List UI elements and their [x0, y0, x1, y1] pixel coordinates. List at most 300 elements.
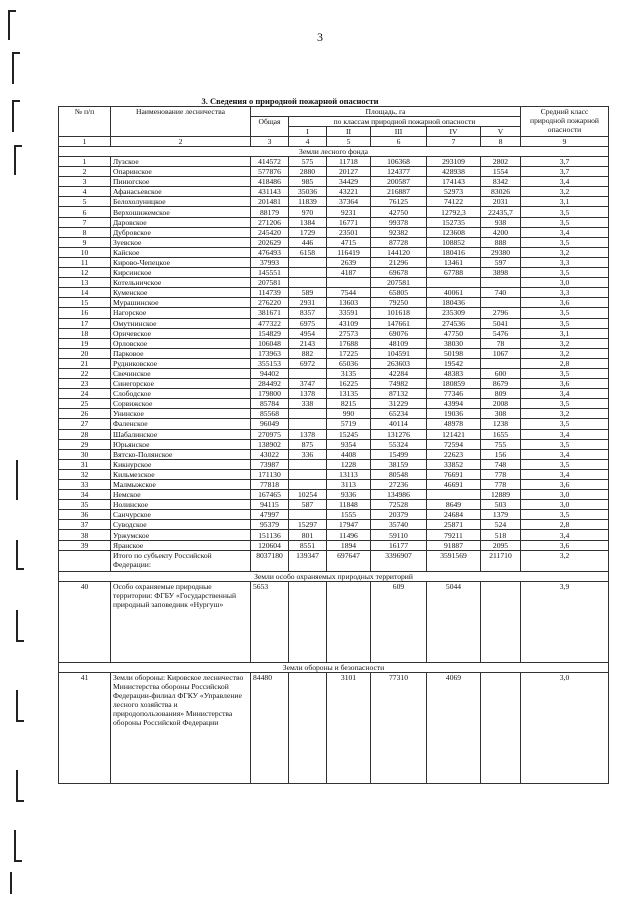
forestry-name: Немское — [111, 490, 251, 500]
area-class-1 — [289, 278, 327, 288]
table-row — [59, 207, 609, 217]
forestry-name: Свечинское — [111, 368, 251, 378]
area-class-3: 124377 — [371, 167, 427, 177]
area-total: 577876 — [251, 167, 289, 177]
area-class-1: 6158 — [289, 247, 327, 257]
row-number: 11 — [59, 257, 111, 267]
scan-mark — [16, 770, 24, 802]
avg-class: 3,3 — [521, 288, 609, 298]
area-class-4: 74122 — [427, 197, 481, 207]
area-total: 270975 — [251, 429, 289, 439]
area-class-5: 2031 — [481, 197, 521, 207]
table-row — [59, 227, 609, 237]
area-class-5: 78 — [481, 338, 521, 348]
area-class-2: 8215 — [327, 399, 371, 409]
area-class-3: 35740 — [371, 520, 427, 530]
area-class-4: 13461 — [427, 257, 481, 267]
area-class-4: 8649 — [427, 500, 481, 510]
area-class-1: 446 — [289, 237, 327, 247]
avg-class: 3,5 — [521, 439, 609, 449]
area-class-2: 9336 — [327, 490, 371, 500]
area-class-1: 1378 — [289, 389, 327, 399]
area-class-4: 67788 — [427, 268, 481, 278]
total-avg-class: 3,2 — [521, 550, 609, 571]
area-class-1: 338 — [289, 399, 327, 409]
area-class-1 — [289, 409, 327, 419]
table-row — [59, 348, 609, 358]
area-class-1: 875 — [289, 439, 327, 449]
area-class-4: 76691 — [427, 469, 481, 479]
header-class-3: III — [371, 127, 427, 137]
area-class-3: 65234 — [371, 409, 427, 419]
area-class-1: 8551 — [289, 540, 327, 550]
area-class-3: 65805 — [371, 288, 427, 298]
area-class-2: 13603 — [327, 298, 371, 308]
area-class-3: 55324 — [371, 439, 427, 449]
avg-class: 3,5 — [521, 368, 609, 378]
table-row — [59, 268, 609, 278]
row-number: 31 — [59, 459, 111, 469]
area-class-2: 37364 — [327, 197, 371, 207]
row-number: 38 — [59, 530, 111, 540]
area-class-3: 16177 — [371, 540, 427, 550]
row-number: 1 — [59, 157, 111, 167]
area-total: 381671 — [251, 308, 289, 318]
area-class-5: 3898 — [481, 268, 521, 278]
area-class-4: 22623 — [427, 449, 481, 459]
area-class-5: 29380 — [481, 247, 521, 257]
area-class-3: 27236 — [371, 480, 427, 490]
area-class-2: 65036 — [327, 358, 371, 368]
area-total: 43022 — [251, 449, 289, 459]
avg-class: 3,2 — [521, 409, 609, 419]
area-total: 284492 — [251, 379, 289, 389]
area-class-4: 180436 — [427, 298, 481, 308]
avg-class: 3,5 — [521, 399, 609, 409]
area-class-4: 47750 — [427, 328, 481, 338]
table-row — [59, 167, 609, 177]
row-number: 19 — [59, 338, 111, 348]
area-class-1: 35036 — [289, 187, 327, 197]
avg-class: 3,2 — [521, 187, 609, 197]
scan-mark — [16, 690, 24, 722]
row-number: 36 — [59, 510, 111, 520]
row-number: 35 — [59, 500, 111, 510]
area-total: 95379 — [251, 520, 289, 530]
area-class-4: 12792,3 — [427, 207, 481, 217]
area-total: 145551 — [251, 268, 289, 278]
col-number: 8 — [481, 137, 521, 147]
avg-class: 3,5 — [521, 207, 609, 217]
total-class-3: 3396907 — [371, 550, 427, 571]
forestry-name: Фаленское — [111, 419, 251, 429]
area-class-1: 575 — [289, 157, 327, 167]
col-number: 9 — [521, 137, 609, 147]
total-label: Итого по субъекту Российской Федерации: — [111, 550, 251, 571]
table-row — [59, 318, 609, 328]
area-class-1 — [289, 672, 327, 783]
area-class-4: 174143 — [427, 177, 481, 187]
col-number: 3 — [251, 137, 289, 147]
area-class-2: 4715 — [327, 237, 371, 247]
forestry-name: Кильмезское — [111, 469, 251, 479]
area-class-2: 23501 — [327, 227, 371, 237]
area-class-4: 52973 — [427, 187, 481, 197]
area-class-1 — [289, 459, 327, 469]
col-number: 6 — [371, 137, 427, 147]
area-class-1: 801 — [289, 530, 327, 540]
forestry-name: Яранское — [111, 540, 251, 550]
area-class-5: 2796 — [481, 308, 521, 318]
header-class-4: IV — [427, 127, 481, 137]
scan-mark — [14, 830, 22, 862]
area-class-4: 40061 — [427, 288, 481, 298]
area-class-2: 1228 — [327, 459, 371, 469]
area-total: 84480 — [251, 672, 289, 783]
avg-class: 3,4 — [521, 449, 609, 459]
area-total: 179800 — [251, 389, 289, 399]
row-number — [59, 550, 111, 571]
header-name: Наименование лесничества — [111, 107, 251, 137]
avg-class: 3,6 — [521, 298, 609, 308]
forestry-name: Унинское — [111, 409, 251, 419]
area-class-4: 72594 — [427, 439, 481, 449]
area-class-5: 518 — [481, 530, 521, 540]
avg-class: 3,4 — [521, 227, 609, 237]
forestry-name: Нагорское — [111, 308, 251, 318]
area-class-4: 79211 — [427, 530, 481, 540]
area-total: 94402 — [251, 368, 289, 378]
table-row — [59, 338, 609, 348]
area-class-3: 207581 — [371, 278, 427, 288]
area-class-1: 8357 — [289, 308, 327, 318]
area-class-1: 15297 — [289, 520, 327, 530]
area-class-2: 5719 — [327, 419, 371, 429]
row-number: 15 — [59, 298, 111, 308]
area-class-4: 25871 — [427, 520, 481, 530]
row-number: 3 — [59, 177, 111, 187]
area-class-5: 4200 — [481, 227, 521, 237]
header-class-2: II — [327, 127, 371, 137]
area-total: 171130 — [251, 469, 289, 479]
forestry-name: Рудниковское — [111, 358, 251, 368]
area-class-4: 33852 — [427, 459, 481, 469]
area-class-2: 16771 — [327, 217, 371, 227]
row-number: 28 — [59, 429, 111, 439]
avg-class: 3,5 — [521, 308, 609, 318]
forestry-name: Опаринское — [111, 167, 251, 177]
area-total: 106048 — [251, 338, 289, 348]
area-class-3: 92382 — [371, 227, 427, 237]
table-row — [59, 288, 609, 298]
table-row — [59, 177, 609, 187]
col-number: 7 — [427, 137, 481, 147]
forestry-name: Дубровское — [111, 227, 251, 237]
area-class-2: 11496 — [327, 530, 371, 540]
avg-class: 3,0 — [521, 500, 609, 510]
table-row — [59, 257, 609, 267]
area-total: 202629 — [251, 237, 289, 247]
col-number: 5 — [327, 137, 371, 147]
scan-mark — [16, 610, 24, 642]
area-class-1 — [289, 368, 327, 378]
area-class-4: 43994 — [427, 399, 481, 409]
area-class-4: 48978 — [427, 419, 481, 429]
table-row — [59, 530, 609, 540]
row-number: 25 — [59, 399, 111, 409]
area-class-5: 1379 — [481, 510, 521, 520]
forestry-name: Омутнинское — [111, 318, 251, 328]
forestry-name: Сорвижское — [111, 399, 251, 409]
header-avg-class: Средний класс природной пожарной опасности — [521, 107, 609, 137]
row-number: 13 — [59, 278, 111, 288]
table-row — [59, 429, 609, 439]
row-number: 29 — [59, 439, 111, 449]
area-class-5: 8342 — [481, 177, 521, 187]
area-class-2: 990 — [327, 409, 371, 419]
forestry-name: Куменское — [111, 288, 251, 298]
area-class-1 — [289, 268, 327, 278]
row-number: 33 — [59, 480, 111, 490]
area-total: 151136 — [251, 530, 289, 540]
avg-class: 3,9 — [521, 581, 609, 662]
area-class-3: 76125 — [371, 197, 427, 207]
fire-danger-table — [58, 106, 609, 784]
area-class-2: 11848 — [327, 500, 371, 510]
area-total: 37993 — [251, 257, 289, 267]
forestry-name: Парковое — [111, 348, 251, 358]
row-number: 4 — [59, 187, 111, 197]
area-total: 167465 — [251, 490, 289, 500]
area-class-1 — [289, 581, 327, 662]
area-total: 201481 — [251, 197, 289, 207]
area-class-4: 48383 — [427, 368, 481, 378]
avg-class: 2,8 — [521, 520, 609, 530]
section-title: 3. Сведения о природной пожарной опасности — [201, 96, 379, 106]
area-total: 114739 — [251, 288, 289, 298]
table-row — [59, 157, 609, 167]
area-class-1: 589 — [289, 288, 327, 298]
area-total: 85784 — [251, 399, 289, 409]
area-total: 207581 — [251, 278, 289, 288]
header-class-5: V — [481, 127, 521, 137]
area-class-5: 755 — [481, 439, 521, 449]
area-class-5: 22435,7 — [481, 207, 521, 217]
area-class-3: 72528 — [371, 500, 427, 510]
area-class-3: 101618 — [371, 308, 427, 318]
forestry-name: Санчурское — [111, 510, 251, 520]
total-area: 8037180 — [251, 550, 289, 571]
total-class-4: 3591569 — [427, 550, 481, 571]
scan-mark — [12, 52, 20, 84]
area-class-1: 6975 — [289, 318, 327, 328]
row-number: 37 — [59, 520, 111, 530]
forestry-name: Юрьянское — [111, 439, 251, 449]
area-class-5: 1238 — [481, 419, 521, 429]
area-total: 355153 — [251, 358, 289, 368]
area-class-2 — [327, 581, 371, 662]
area-class-1: 2931 — [289, 298, 327, 308]
area-class-3: 77310 — [371, 672, 427, 783]
col-number: 4 — [289, 137, 327, 147]
row-number: 39 — [59, 540, 111, 550]
area-class-1: 1378 — [289, 429, 327, 439]
table-row — [59, 520, 609, 530]
area-class-3: 15499 — [371, 449, 427, 459]
area-class-5: 503 — [481, 500, 521, 510]
area-class-1: 6972 — [289, 358, 327, 368]
area-class-3: 147661 — [371, 318, 427, 328]
area-total: 96049 — [251, 419, 289, 429]
row-number: 21 — [59, 358, 111, 368]
forestry-name: Земли обороны: Кировское лесничество Министерства обороны Российской Федерации-филиал ФГКУ «Управление лесного хозяйства и природопользования» Министерства обороны Российской Федерации — [111, 672, 251, 783]
avg-class: 3,0 — [521, 278, 609, 288]
area-class-5: 740 — [481, 288, 521, 298]
area-class-3: 69076 — [371, 328, 427, 338]
forestry-name: Мурашинское — [111, 298, 251, 308]
row-number: 40 — [59, 581, 111, 662]
table-row — [59, 409, 609, 419]
row-number: 5 — [59, 197, 111, 207]
avg-class: 2,8 — [521, 358, 609, 368]
area-class-4: 46691 — [427, 480, 481, 490]
area-class-3: 40114 — [371, 419, 427, 429]
area-total: 173963 — [251, 348, 289, 358]
row-number: 7 — [59, 217, 111, 227]
area-class-1 — [289, 257, 327, 267]
area-class-2: 9231 — [327, 207, 371, 217]
avg-class: 3,4 — [521, 389, 609, 399]
area-class-2: 20127 — [327, 167, 371, 177]
forestry-name: Кирово-Чепецкое — [111, 257, 251, 267]
table-row — [59, 298, 609, 308]
table-row — [59, 308, 609, 318]
area-class-4: 4069 — [427, 672, 481, 783]
area-class-3: 80548 — [371, 469, 427, 479]
area-class-3: 42284 — [371, 368, 427, 378]
avg-class: 3,4 — [521, 429, 609, 439]
area-total: 418486 — [251, 177, 289, 187]
area-class-5: 156 — [481, 449, 521, 459]
row-number: 6 — [59, 207, 111, 217]
area-class-3: 104591 — [371, 348, 427, 358]
header-class-1: I — [289, 127, 327, 137]
area-class-5: 778 — [481, 469, 521, 479]
forestry-name: Даровское — [111, 217, 251, 227]
avg-class: 3,2 — [521, 247, 609, 257]
area-class-3: 42750 — [371, 207, 427, 217]
avg-class: 3,6 — [521, 379, 609, 389]
area-class-2: 1894 — [327, 540, 371, 550]
area-total: 120604 — [251, 540, 289, 550]
area-class-2: 27573 — [327, 328, 371, 338]
avg-class: 3,6 — [521, 480, 609, 490]
table-row — [59, 500, 609, 510]
forestry-name: Лузское — [111, 157, 251, 167]
avg-class: 3,7 — [521, 167, 609, 177]
forestry-name: Особо охраняемые природные территории: ФГБУ «Государственный природный заповедник «Нургуш» — [111, 581, 251, 662]
area-class-4: 180416 — [427, 247, 481, 257]
table-row — [59, 379, 609, 389]
area-class-2: 17947 — [327, 520, 371, 530]
area-class-4: 91887 — [427, 540, 481, 550]
area-class-3: 21296 — [371, 257, 427, 267]
forestry-name: Вятско-Полянское — [111, 449, 251, 459]
area-class-1 — [289, 510, 327, 520]
table-row — [59, 459, 609, 469]
area-class-2: 15245 — [327, 429, 371, 439]
area-class-2: 3135 — [327, 368, 371, 378]
area-total: 5653 — [251, 581, 289, 662]
area-class-4 — [427, 278, 481, 288]
scan-mark — [14, 145, 22, 175]
header-total: Общая — [251, 117, 289, 137]
area-class-2: 33591 — [327, 308, 371, 318]
avg-class: 3,5 — [521, 217, 609, 227]
area-total: 477322 — [251, 318, 289, 328]
area-class-5: 938 — [481, 217, 521, 227]
avg-class: 3,4 — [521, 469, 609, 479]
avg-class: 3,6 — [521, 540, 609, 550]
area-class-5 — [481, 358, 521, 368]
scan-mark — [10, 872, 12, 894]
area-class-4: 180859 — [427, 379, 481, 389]
area-class-5: 524 — [481, 520, 521, 530]
area-class-2: 16225 — [327, 379, 371, 389]
area-class-2: 4187 — [327, 268, 371, 278]
row-number: 30 — [59, 449, 111, 459]
row-number: 23 — [59, 379, 111, 389]
avg-class: 3,1 — [521, 197, 609, 207]
area-class-3: 87132 — [371, 389, 427, 399]
area-class-1: 10254 — [289, 490, 327, 500]
area-class-5: 308 — [481, 409, 521, 419]
area-class-3: 31229 — [371, 399, 427, 409]
area-class-1 — [289, 480, 327, 490]
area-class-3: 48109 — [371, 338, 427, 348]
area-class-4: 38030 — [427, 338, 481, 348]
total-class-2: 697647 — [327, 550, 371, 571]
row-number: 34 — [59, 490, 111, 500]
area-class-1: 2143 — [289, 338, 327, 348]
area-total: 88179 — [251, 207, 289, 217]
area-class-5: 748 — [481, 459, 521, 469]
avg-class: 3,0 — [521, 490, 609, 500]
area-total: 271206 — [251, 217, 289, 227]
avg-class: 3,5 — [521, 318, 609, 328]
area-total: 85568 — [251, 409, 289, 419]
area-class-2: 17688 — [327, 338, 371, 348]
area-class-5: 597 — [481, 257, 521, 267]
area-class-3: 20379 — [371, 510, 427, 520]
forestry-name: Котельничское — [111, 278, 251, 288]
avg-class: 3,3 — [521, 257, 609, 267]
area-class-5: 1554 — [481, 167, 521, 177]
forestry-name: Синегорское — [111, 379, 251, 389]
area-class-1: 970 — [289, 207, 327, 217]
avg-class: 3,5 — [521, 459, 609, 469]
table-row — [59, 368, 609, 378]
area-class-1: 587 — [289, 500, 327, 510]
row-number: 2 — [59, 167, 111, 177]
row-number: 14 — [59, 288, 111, 298]
area-class-4: 428938 — [427, 167, 481, 177]
area-class-5 — [481, 278, 521, 288]
area-class-2: 9354 — [327, 439, 371, 449]
forestry-name: Орловское — [111, 338, 251, 348]
table-row — [59, 399, 609, 409]
page-number: 3 — [317, 30, 323, 44]
